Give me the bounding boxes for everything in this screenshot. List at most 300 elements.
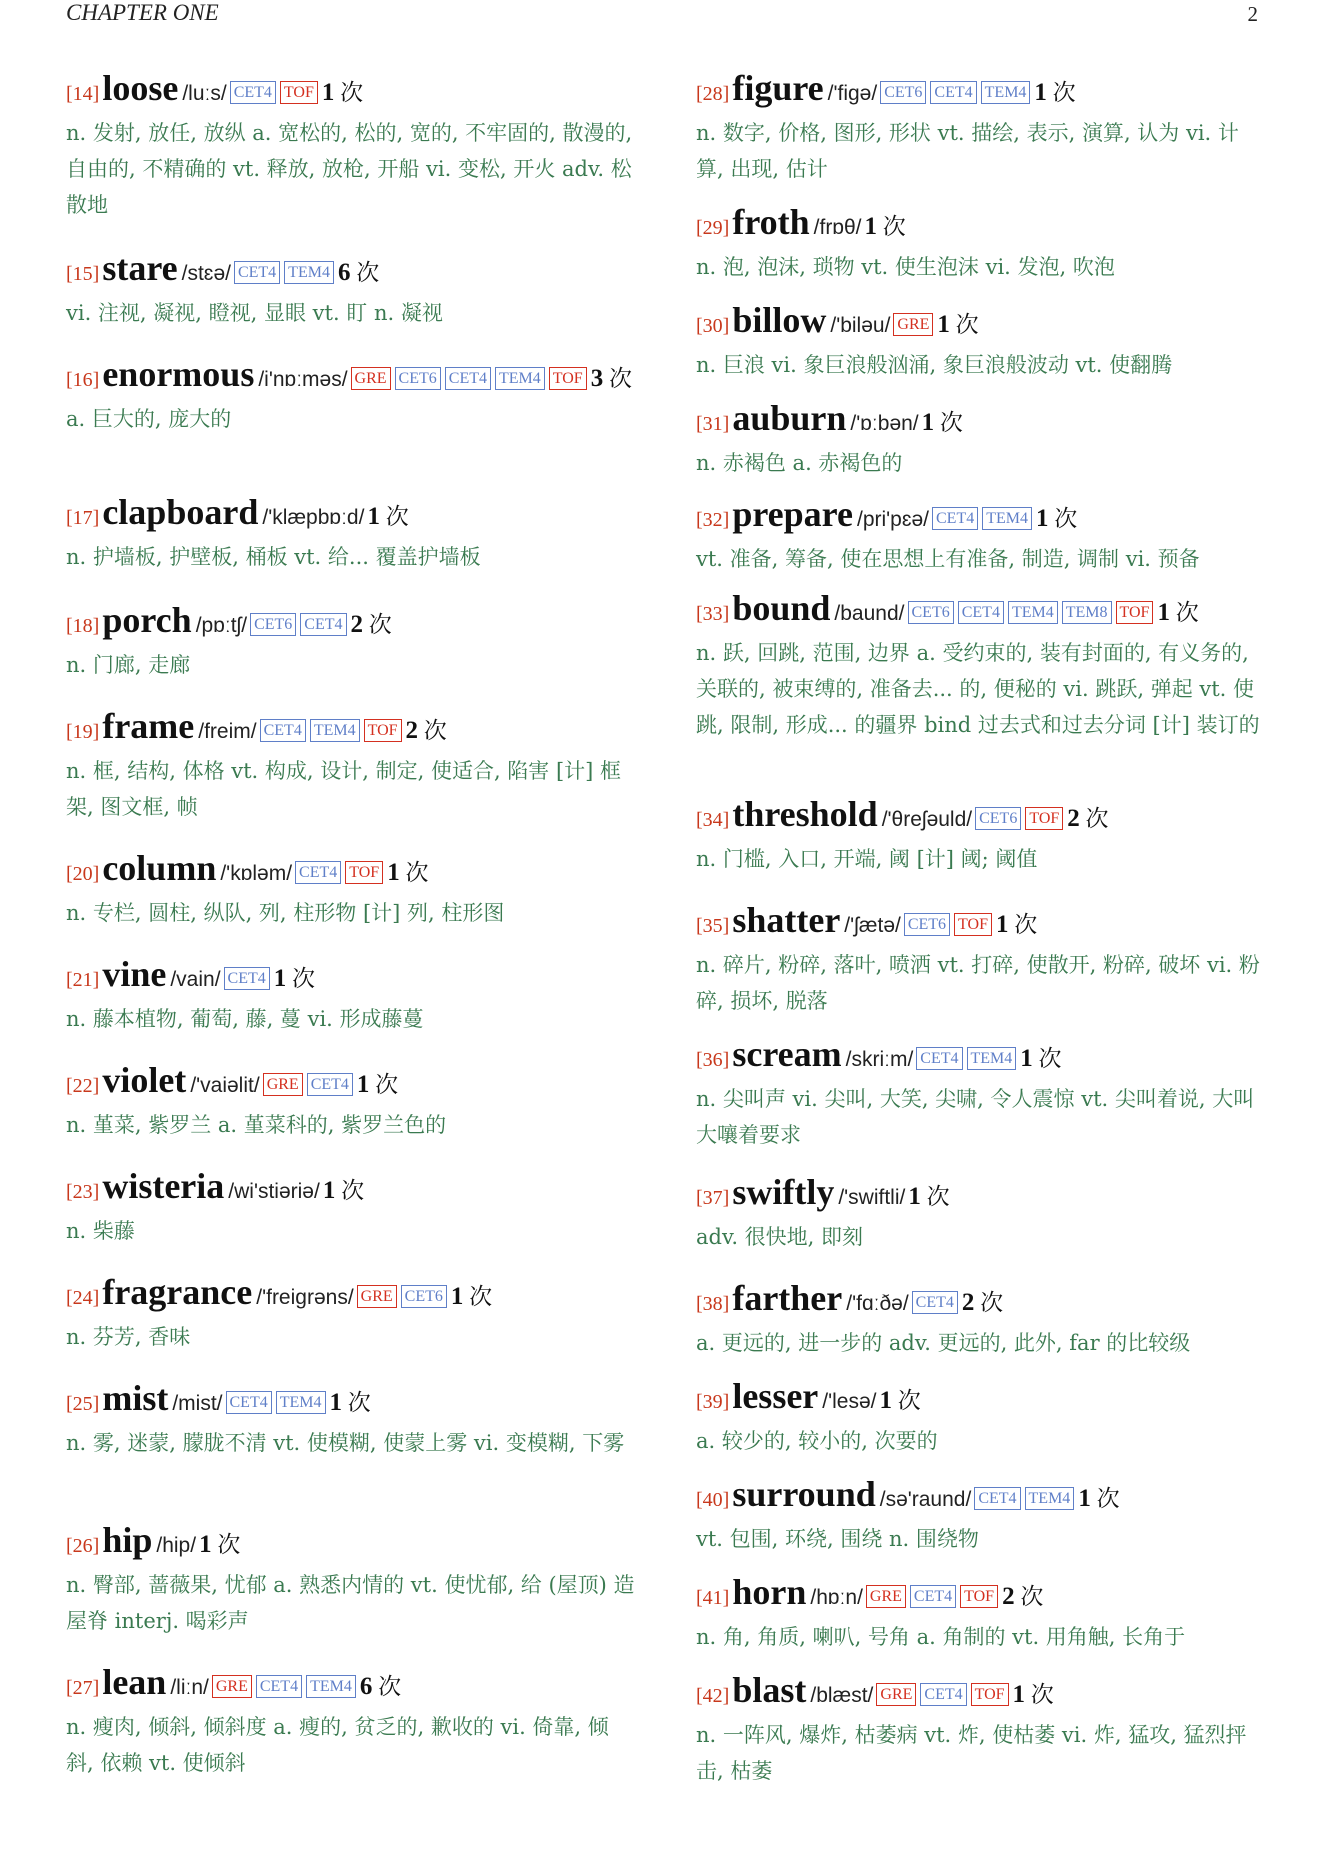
definition: n. 门槛, 入口, 开端, 阈 [计] 阈; 阈值 (696, 847, 1038, 871)
word-entry (696, 400, 1266, 481)
occurrence-count (367, 504, 408, 529)
definition: adv. 很快地, 即刻 (696, 1225, 864, 1249)
count-number: 2 (1067, 805, 1080, 832)
exam-tag: TEM4 (306, 1675, 356, 1698)
word-entry (66, 956, 636, 1037)
entry-number: [23] (66, 1181, 100, 1203)
entry-number: [42] (696, 1685, 730, 1707)
entry-number: [35] (696, 915, 730, 937)
count-suffix: 次 (340, 80, 364, 105)
count-number: 1 (1036, 505, 1049, 532)
headword: wisteria (102, 1166, 225, 1206)
pronunciation: /wi'stiəriə/ (228, 1180, 320, 1203)
definition: n. 门廊, 走廊 (66, 653, 191, 677)
exam-tag: CET4 (920, 1683, 966, 1706)
entry-headline (66, 1664, 636, 1708)
occurrence-count (908, 1184, 949, 1209)
pronunciation: /stɛə/ (181, 262, 231, 285)
exam-tag: CET4 (295, 861, 341, 884)
count-suffix: 次 (955, 312, 979, 337)
entry-number: [19] (66, 721, 100, 743)
pronunciation: /i'nɒːməs/ (258, 368, 348, 391)
word-entry (66, 356, 636, 437)
word-entry (66, 494, 636, 575)
exam-tag: GRE (357, 1285, 397, 1308)
occurrence-count (1020, 1046, 1061, 1071)
exam-tag: GRE (893, 313, 933, 336)
headword: blast (732, 1670, 807, 1710)
definition: n. 赤褐色 a. 赤褐色的 (696, 451, 903, 475)
occurrence-count (591, 366, 632, 391)
exam-tag: TEM4 (1025, 1487, 1075, 1510)
pronunciation: /vain/ (170, 968, 221, 991)
count-suffix: 次 (378, 1674, 402, 1699)
pronunciation: /frɒθ/ (813, 216, 862, 239)
count-suffix: 次 (292, 966, 316, 991)
occurrence-count (880, 1388, 921, 1413)
entry-number: [28] (696, 83, 730, 105)
entry-number: [40] (696, 1489, 730, 1511)
entry-number: [31] (696, 413, 730, 435)
word-entry (696, 1476, 1266, 1557)
headword: porch (102, 600, 192, 640)
count-number: 1 (367, 503, 380, 530)
exam-tag: CET6 (904, 913, 950, 936)
count-suffix: 次 (385, 504, 409, 529)
count-suffix: 次 (882, 214, 906, 239)
count-number: 1 (864, 213, 878, 240)
definition: vi. 注视, 凝视, 瞪视, 显眼 vt. 盯 n. 凝视 (66, 301, 443, 325)
definition: a. 较少的, 较小的, 次要的 (696, 1429, 938, 1453)
occurrence-count (357, 1072, 398, 1097)
word-entry (696, 204, 1266, 285)
word-entry (66, 1664, 636, 1781)
exam-tag: TEM4 (495, 367, 545, 390)
entry-headline (66, 1274, 636, 1318)
pronunciation: /'freigrəns/ (256, 1286, 354, 1309)
exam-tag: TOF (954, 913, 992, 936)
word-entry (696, 1574, 1266, 1655)
word-entry (696, 796, 1266, 877)
occurrence-count (1034, 80, 1075, 105)
pronunciation: /'klæpbɒːd/ (262, 506, 365, 529)
pronunciation: /skriːm/ (845, 1048, 914, 1071)
entry-number: [14] (66, 83, 100, 105)
entry-headline (696, 1174, 1266, 1218)
count-suffix: 次 (1052, 80, 1076, 105)
entry-headline (66, 494, 636, 538)
pronunciation: /'swiftli/ (838, 1186, 906, 1209)
count-suffix: 次 (1054, 506, 1078, 531)
count-number: 1 (937, 311, 950, 338)
headword: lean (102, 1662, 167, 1702)
pronunciation: /mist/ (172, 1392, 223, 1415)
occurrence-count (360, 1674, 401, 1699)
headword: bound (732, 588, 831, 628)
entry-headline (66, 1380, 636, 1424)
definition: n. 芬芳, 香味 (66, 1325, 191, 1349)
exam-tag: TOF (345, 861, 383, 884)
exam-tag: TOF (971, 1683, 1009, 1706)
exam-tag: TOF (1025, 807, 1063, 830)
entry-headline (696, 400, 1266, 444)
exam-tag: TEM4 (284, 261, 334, 284)
entry-headline (696, 204, 1266, 248)
entry-headline (66, 1522, 636, 1566)
occurrence-count (865, 214, 906, 239)
entry-number: [26] (66, 1535, 100, 1557)
exam-tag: CET6 (880, 81, 926, 104)
count-suffix: 次 (1038, 1046, 1062, 1071)
word-entry (696, 302, 1266, 383)
count-suffix: 次 (608, 366, 632, 391)
count-number: 1 (387, 859, 400, 886)
count-number: 2 (405, 717, 419, 744)
pronunciation: /'vaiəlit/ (190, 1074, 260, 1097)
word-entry (66, 602, 636, 683)
headword: froth (732, 202, 810, 242)
definition: n. 尖叫声 vi. 尖叫, 大笑, 尖啸, 令人震惊 vt. 尖叫着说, 大叫大嚷着要求 (696, 1087, 1255, 1147)
count-number: 1 (1157, 599, 1170, 626)
chapter-title: CHAPTER ONE (66, 0, 219, 25)
count-number: 1 (1034, 79, 1047, 106)
exam-tag: CET4 (300, 613, 346, 636)
occurrence-count (322, 80, 363, 105)
occurrence-count (274, 966, 315, 991)
exam-tag: CET4 (958, 601, 1004, 624)
headword: figure (732, 68, 824, 108)
entry-number: [22] (66, 1075, 100, 1097)
count-suffix: 次 (1096, 1486, 1120, 1511)
entry-number: [39] (696, 1391, 730, 1413)
exam-tag: TOF (280, 81, 318, 104)
occurrence-count (338, 260, 379, 285)
headword: horn (732, 1572, 807, 1612)
count-suffix: 次 (939, 410, 963, 435)
count-suffix: 次 (1085, 806, 1109, 831)
entry-number: [33] (696, 603, 730, 625)
count-number: 1 (879, 1387, 892, 1414)
entry-number: [17] (66, 507, 100, 529)
count-number: 1 (995, 911, 1009, 938)
count-suffix: 次 (347, 1390, 371, 1415)
occurrence-count (406, 718, 447, 743)
exam-tag: GRE (876, 1683, 916, 1706)
entry-headline (66, 1062, 636, 1106)
entry-number: [34] (696, 809, 730, 831)
exam-tag: CET6 (908, 601, 954, 624)
occurrence-count (1157, 600, 1198, 625)
exam-tag: CET4 (230, 81, 276, 104)
definition: n. 巨浪 vi. 象巨浪般汹涌, 象巨浪般波动 vt. 使翻腾 (696, 353, 1173, 377)
page-number: 2 (1247, 2, 1258, 26)
entry-number: [30] (696, 315, 730, 337)
definition: a. 更远的, 进一步的 adv. 更远的, 此外, far 的比较级 (696, 1331, 1191, 1355)
headword: enormous (102, 354, 255, 394)
entry-headline (696, 1378, 1266, 1422)
word-entry (66, 850, 636, 931)
headword: violet (102, 1060, 187, 1100)
exam-tag: TOF (364, 719, 402, 742)
definition: n. 框, 结构, 体格 vt. 构成, 设计, 制定, 使适合, 陷害 [计] 框架, 图文框, 帧 (66, 759, 622, 819)
exam-tag: CET4 (256, 1675, 302, 1698)
entry-headline (696, 902, 1266, 946)
pronunciation: /'kɒləm/ (220, 862, 293, 885)
definition: n. 柴藤 (66, 1219, 135, 1243)
exam-tag: GRE (351, 367, 391, 390)
count-number: 2 (350, 611, 363, 638)
definition: n. 堇菜, 紫罗兰 a. 堇菜科的, 紫罗兰色的 (66, 1113, 447, 1137)
exam-tag: TOF (549, 367, 587, 390)
count-suffix: 次 (926, 1184, 950, 1209)
count-suffix: 次 (423, 718, 447, 743)
pronunciation: /pɒːtʃ/ (195, 614, 248, 637)
definition: n. 跃, 回跳, 范围, 边界 a. 受约束的, 装有封面的, 有义务的, 关联的, 被束缚的, 准备去... 的, 便秘的 vi. 跳跃, 弹起 vt. 使跳, 限制, 形成... 的疆界 bind 过去式和过去分词 [计] 装订的 (696, 641, 1260, 737)
pronunciation: /pri'pɛə/ (856, 508, 929, 531)
entry-number: [27] (66, 1677, 100, 1699)
definition: n. 一阵风, 爆炸, 枯萎病 vt. 炸, 使枯萎 vi. 炸, 猛攻, 猛烈抨击, 枯萎 (696, 1723, 1247, 1783)
exam-tag: TEM8 (1062, 601, 1112, 624)
headword: fragrance (102, 1272, 253, 1312)
pronunciation: /hɒːn/ (810, 1586, 863, 1609)
headword: loose (102, 68, 179, 108)
exam-tag: CET4 (307, 1073, 353, 1096)
entry-headline (66, 850, 636, 894)
headword: farther (732, 1278, 843, 1318)
word-entry (696, 1672, 1266, 1789)
entry-headline (66, 956, 636, 1000)
entry-number: [20] (66, 863, 100, 885)
word-entry (66, 708, 636, 825)
count-suffix: 次 (1014, 912, 1038, 937)
headword: surround (732, 1474, 876, 1514)
exam-tag: CET4 (224, 967, 270, 990)
word-entry (66, 1274, 636, 1355)
headword: column (102, 848, 217, 888)
count-number: 1 (273, 965, 287, 992)
exam-tag: CET4 (226, 1391, 272, 1414)
definition: n. 数字, 价格, 图形, 形状 vt. 描绘, 表示, 演算, 认为 vi. 计算, 出现, 估计 (696, 121, 1239, 181)
count-suffix: 次 (405, 860, 429, 885)
word-entry (66, 1168, 636, 1249)
exam-tag: CET6 (395, 367, 441, 390)
count-number: 2 (961, 1289, 975, 1316)
occurrence-count (996, 912, 1037, 937)
definition: n. 泡, 泡沫, 琐物 vt. 使生泡沫 vi. 发泡, 吹泡 (696, 255, 1115, 279)
occurrence-count (1002, 1584, 1043, 1609)
count-number: 1 (450, 1283, 464, 1310)
word-entry (696, 902, 1266, 1019)
count-suffix: 次 (1175, 600, 1199, 625)
exam-tag: CET4 (932, 507, 978, 530)
count-suffix: 次 (341, 1178, 365, 1203)
count-number: 1 (329, 1389, 342, 1416)
exam-tag: GRE (866, 1585, 906, 1608)
entry-number: [16] (66, 369, 100, 391)
occurrence-count (1036, 506, 1077, 531)
word-entry (66, 250, 636, 331)
pronunciation: /baund/ (834, 602, 905, 625)
entry-number: [38] (696, 1293, 730, 1315)
word-entry (66, 1062, 636, 1143)
entry-number: [24] (66, 1287, 100, 1309)
word-entry (66, 70, 636, 223)
exam-tag: TEM4 (310, 719, 360, 742)
count-number: 1 (1020, 1045, 1033, 1072)
entry-headline (66, 70, 636, 114)
count-suffix: 次 (375, 1072, 399, 1097)
exam-tag: TOF (960, 1585, 998, 1608)
count-number: 1 (921, 409, 935, 436)
word-entry (66, 1380, 636, 1461)
exam-tag: CET4 (916, 1047, 962, 1070)
definition: n. 瘦肉, 倾斜, 倾斜度 a. 瘦的, 贫乏的, 歉收的 vi. 倚靠, 倾斜, 依赖 vt. 使倾斜 (66, 1715, 609, 1775)
definition: a. 巨大的, 庞大的 (66, 407, 232, 431)
entry-headline (696, 796, 1266, 840)
definition: n. 碎片, 粉碎, 落叶, 喷洒 vt. 打碎, 使散开, 粉碎, 破坏 vi. 粉碎, 损坏, 脱落 (696, 953, 1260, 1013)
pronunciation: /blæst/ (810, 1684, 874, 1707)
headword: swiftly (732, 1172, 835, 1212)
occurrence-count (1013, 1682, 1054, 1707)
word-entry (696, 1036, 1266, 1153)
entry-headline (696, 1672, 1266, 1716)
pronunciation: /'figə/ (827, 82, 878, 105)
occurrence-count (922, 410, 963, 435)
word-entry (696, 1378, 1266, 1459)
word-entry (696, 1280, 1266, 1361)
definition: n. 角, 角质, 喇叭, 号角 a. 角制的 vt. 用角触, 长角于 (696, 1625, 1186, 1649)
entry-headline (696, 1476, 1266, 1520)
entry-headline (696, 1574, 1266, 1618)
pronunciation: /sə'raund/ (879, 1488, 972, 1511)
exam-tag: TEM4 (967, 1047, 1017, 1070)
entry-headline (66, 1168, 636, 1212)
exam-tag: CET4 (912, 1291, 958, 1314)
entry-headline (696, 590, 1266, 634)
entry-number: [37] (696, 1187, 730, 1209)
pronunciation: /'ʃætə/ (844, 914, 901, 937)
count-number: 1 (1012, 1681, 1026, 1708)
headword: frame (102, 706, 195, 746)
count-suffix: 次 (897, 1388, 921, 1413)
pronunciation: /'biləu/ (830, 314, 891, 337)
count-number: 1 (1078, 1485, 1091, 1512)
headword: stare (102, 248, 178, 288)
entry-headline (66, 356, 636, 400)
count-number: 1 (356, 1071, 370, 1098)
exam-tag: CET4 (910, 1585, 956, 1608)
headword: scream (732, 1034, 842, 1074)
headword: prepare (732, 494, 853, 534)
count-number: 1 (321, 79, 335, 106)
exam-tag: TEM4 (1008, 601, 1058, 624)
entry-number: [21] (66, 969, 100, 991)
count-number: 1 (908, 1183, 921, 1210)
word-entry (696, 70, 1266, 187)
definition: n. 藤本植物, 葡萄, 藤, 蔓 vi. 形成藤蔓 (66, 1007, 424, 1031)
exam-tag: CET4 (445, 367, 491, 390)
entry-headline (66, 250, 636, 294)
count-number: 6 (337, 259, 351, 286)
pronunciation: /'lesə/ (822, 1390, 877, 1413)
entry-number: [18] (66, 615, 100, 637)
pronunciation: /hip/ (156, 1534, 197, 1557)
count-suffix: 次 (980, 1290, 1004, 1315)
entry-number: [25] (66, 1393, 100, 1415)
headword: lesser (732, 1376, 819, 1416)
definition: n. 发射, 放任, 放纵 a. 宽松的, 松的, 宽的, 不牢固的, 散漫的, 自由的, 不精确的 vt. 释放, 放枪, 开船 vi. 变松, 开火 adv. 松散地 (66, 121, 633, 217)
entry-number: [29] (696, 217, 730, 239)
definition: n. 护墙板, 护壁板, 桶板 vt. 给... 覆盖护墙板 (66, 545, 481, 569)
occurrence-count (937, 312, 978, 337)
occurrence-count (962, 1290, 1003, 1315)
count-suffix: 次 (217, 1532, 241, 1557)
count-number: 1 (322, 1177, 336, 1204)
entry-number: [15] (66, 263, 100, 285)
pronunciation: /freim/ (198, 720, 257, 743)
headword: vine (102, 954, 167, 994)
headword: hip (102, 1520, 153, 1560)
word-entry (696, 590, 1266, 743)
exam-tag: TEM4 (981, 81, 1031, 104)
headword: billow (732, 300, 827, 340)
exam-tag: TOF (1116, 601, 1154, 624)
headword: mist (102, 1378, 169, 1418)
entry-number: [41] (696, 1587, 730, 1609)
entry-number: [36] (696, 1049, 730, 1071)
exam-tag: CET4 (234, 261, 280, 284)
entry-headline (66, 708, 636, 752)
pronunciation: /'θreʃəuld/ (881, 808, 973, 831)
headword: threshold (732, 794, 878, 834)
occurrence-count (451, 1284, 492, 1309)
count-number: 1 (199, 1531, 212, 1558)
occurrence-count (387, 860, 428, 885)
exam-tag: TEM4 (982, 507, 1032, 530)
entry-number: [32] (696, 509, 730, 531)
entry-headline (696, 70, 1266, 114)
definition: n. 雾, 迷蒙, 朦胧不清 vt. 使模糊, 使蒙上雾 vi. 变模糊, 下雾 (66, 1431, 625, 1455)
definition: vt. 包围, 环绕, 围绕 n. 围绕物 (696, 1527, 979, 1551)
occurrence-count (351, 612, 392, 637)
occurrence-count (330, 1390, 371, 1415)
exam-tag: CET4 (930, 81, 976, 104)
entry-headline (696, 1036, 1266, 1080)
definition: n. 臀部, 蔷薇果, 忧郁 a. 熟悉内情的 vt. 使忧郁, 给 (屋顶) 造屋脊 interj. 喝彩声 (66, 1573, 635, 1633)
headword: auburn (732, 398, 847, 438)
word-entry (696, 496, 1266, 577)
headword: clapboard (102, 492, 259, 532)
count-suffix: 次 (368, 612, 392, 637)
count-number: 2 (1002, 1583, 1015, 1610)
exam-tag: CET4 (260, 719, 306, 742)
pronunciation: /liːn/ (170, 1676, 209, 1699)
count-suffix: 次 (469, 1284, 493, 1309)
count-suffix: 次 (1020, 1584, 1044, 1609)
occurrence-count (1078, 1486, 1119, 1511)
word-entry (66, 1522, 636, 1639)
pronunciation: /'fɑːðə/ (846, 1292, 909, 1315)
occurrence-count (199, 1532, 240, 1557)
headword: shatter (732, 900, 841, 940)
count-suffix: 次 (1030, 1682, 1054, 1707)
occurrence-count (1067, 806, 1108, 831)
exam-tag: CET6 (975, 807, 1021, 830)
exam-tag: CET6 (250, 613, 296, 636)
word-entry (696, 1174, 1266, 1255)
entry-headline (696, 1280, 1266, 1324)
exam-tag: CET6 (401, 1285, 447, 1308)
